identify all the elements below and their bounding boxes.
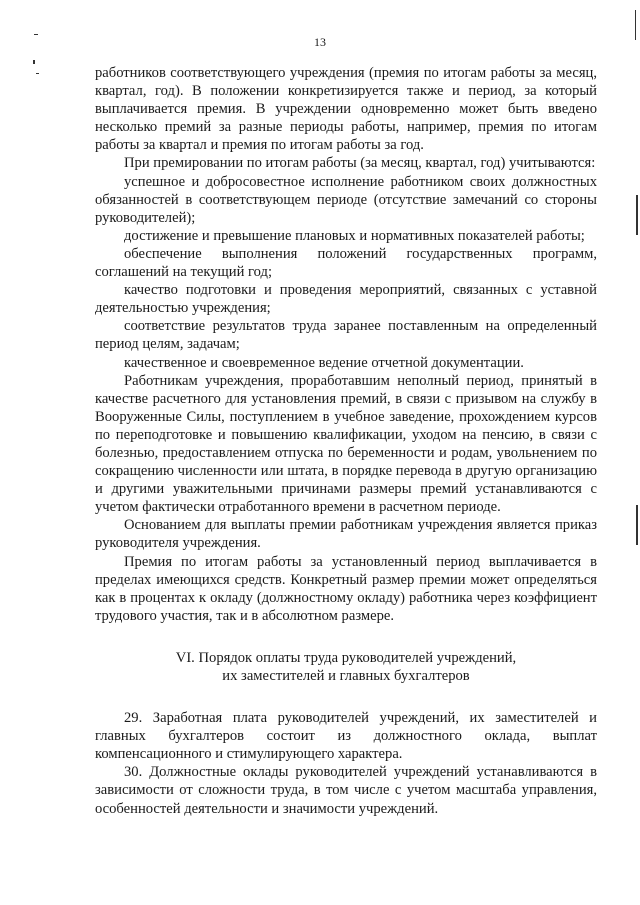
scan-artifact [636, 195, 638, 235]
paragraph: 29. Заработная плата руководителей учреждений, их заместителей и главных бухгалтеров состоит из должностного оклада, выплат компенсационного и стимулирующего характера. [95, 710, 597, 763]
scan-artifact [33, 60, 35, 64]
section-heading-line: VI. Порядок оплаты труда руководителей учреждений, [175, 649, 517, 666]
section-heading-line: их заместителей и главных бухгалтеров [222, 668, 470, 684]
scan-artifact [636, 505, 638, 545]
list-item: качественное и своевременное ведение отчетной документации. [124, 354, 524, 371]
list-item: соответствие результатов труда заранее поставленным на определенный период целям, задачам; [95, 318, 597, 353]
paragraph: Работникам учреждения, проработавшим неполный период, принятый в качестве расчетного для установления премий, в связи с призывом на службу в Вооруженные Силы, поступлением в учебное заведение, прохождением курсов по переподготовке и повышению квалификации, уходом на пенсию, в связи с болезнью, предоставлением отпуска по беременности и родам, увольнением по сокращению численности или штата, в порядке перевода в другую организацию и другими уважительными причинами размеры премий устанавливаются с учетом фактически отработанного времени в расчетном периоде. [95, 372, 597, 516]
paragraph: работников соответствующего учреждения (премия по итогам работы за месяц, квартал, год). В положении конкретизируется также и период, за который выплачивается премия. В учреждении одновременно может быть введено несколько премий за разные периоды работы, например, премия по итогам работы за квартал и премия по итогам работы за год. [95, 65, 597, 154]
paragraph: Премия по итогам работы за установленный период выплачивается в пределах имеющихся средств. Конкретный размер премии может определяться как в процентах к окладу (должностному окладу) работника через коэффициент трудового участия, так и в абсолютном размере. [95, 553, 597, 624]
list-item: достижение и превышение плановых и нормативных показателей работы; [124, 227, 585, 244]
list-item: обеспечение выполнения положений государственных программ, соглашений на текущий год; [95, 245, 597, 281]
document-body [95, 64, 597, 818]
list-item: качество подготовки и проведения мероприятий, связанных с уставной деятельностью учреждения; [95, 282, 597, 317]
paragraph: Основанием для выплаты премии работникам учреждения является приказ руководителя учреждения. [95, 517, 597, 552]
page-number: 13 [314, 35, 326, 49]
list-item: успешное и добросовестное исполнение работником своих должностных обязанностей в соответствующем периоде (отсутствие замечаний со стороны руководителей); [95, 173, 597, 226]
paragraph: 30. Должностные оклады руководителей учреждений устанавливаются в зависимости от сложности труда, в том числе с учетом масштаба управления, особенностей деятельности и значимости учреждений. [95, 764, 597, 817]
paragraph: При премировании по итогам работы (за месяц, квартал, год) учитываются: [124, 155, 596, 172]
section-heading [95, 649, 597, 685]
scan-artifact [36, 73, 39, 74]
